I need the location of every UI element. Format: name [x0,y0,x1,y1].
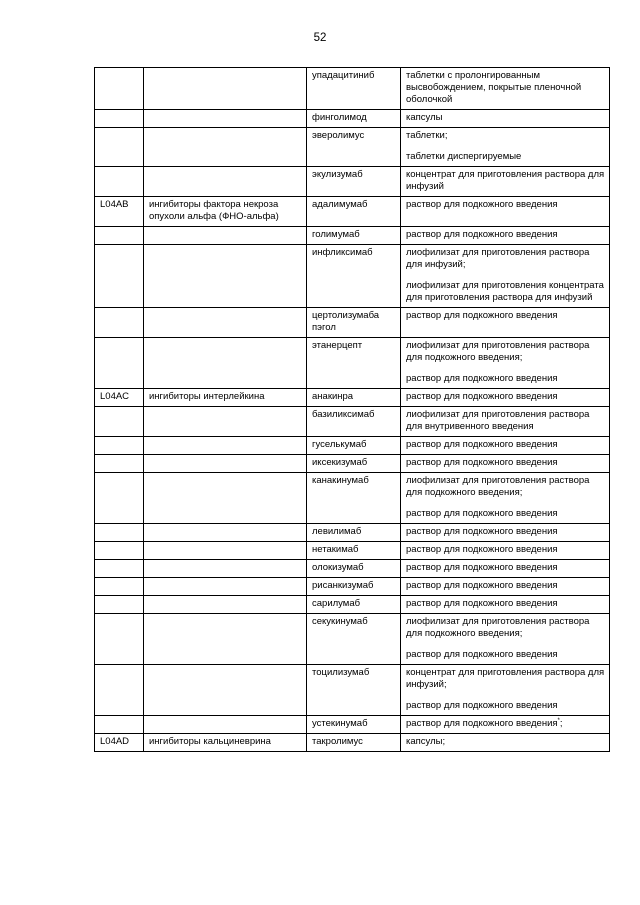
dosage-form-text: лиофилизат для приготовления раствора для подкожного введения; [406,475,590,498]
dosage-form-text: лиофилизат для приготовления раствора для внутривенного введения [406,409,590,432]
dosage-form-text: раствор для подкожного введения [406,229,558,240]
atc-code-cell [95,665,144,716]
dosage-form-text: капсулы; [406,736,446,747]
dosage-form [406,700,605,712]
dosage-form-text: лиофилизат для приготовления концентрата для приготовления раствора для инфузий [406,280,604,303]
dosage-form-text: раствор для подкожного введения [406,439,558,450]
drug-name-cell: секукинумаб [307,614,401,665]
table-row [95,473,610,524]
table-row [95,716,610,734]
pharmacological-group-cell: ингибиторы кальциневрина [144,734,307,752]
table-row [95,167,610,197]
drug-name-cell: тоцилизумаб [307,665,401,716]
pharmacological-group-cell [144,524,307,542]
dosage-form [406,70,605,106]
atc-code-cell [95,542,144,560]
pharmacological-group-cell: ингибиторы интерлейкина [144,389,307,407]
table-row [95,245,610,308]
atc-code-cell [95,68,144,110]
atc-code-cell: L04AD [95,734,144,752]
dosage-form-text: раствор для подкожного введения [406,373,558,384]
dosage-form [406,199,605,211]
atc-code-cell [95,128,144,167]
atc-code-cell [95,245,144,308]
dosage-forms-cell [401,308,610,338]
dosage-form [406,229,605,241]
dosage-forms-cell [401,614,610,665]
dosage-form-text: раствор для подкожного введения [406,310,558,321]
dosage-forms-cell [401,389,610,407]
pharmacological-group-cell [144,560,307,578]
dosage-form [406,409,605,433]
pharmacological-group-cell [144,614,307,665]
dosage-form [406,544,605,556]
dosage-form-text: раствор для подкожного введения [406,526,558,537]
drug-name-cell: цертолизумаба пэгол [307,308,401,338]
dosage-form [406,169,605,193]
pharmacological-group-cell [144,128,307,167]
dosage-form [406,247,605,271]
drug-name-cell: экулизумаб [307,167,401,197]
atc-code-cell [95,596,144,614]
drug-name-cell: сарилумаб [307,596,401,614]
atc-code-cell [95,716,144,734]
drug-name-cell: иксекизумаб [307,455,401,473]
dosage-form [406,598,605,610]
dosage-forms-cell [401,665,610,716]
atc-code-cell [95,110,144,128]
dosage-forms-cell [401,524,610,542]
table-row [95,524,610,542]
pharmacological-group-cell [144,308,307,338]
dosage-forms-cell [401,716,610,734]
dosage-form [406,562,605,574]
pharmacological-group-cell [144,167,307,197]
drug-name-cell: анакинра [307,389,401,407]
pharmacological-group-cell [144,245,307,308]
dosage-form [406,391,605,403]
dosage-form-text: раствор для подкожного введения [406,391,558,402]
atc-code-cell [95,338,144,389]
pharmacological-group-cell [144,578,307,596]
atc-code-cell [95,308,144,338]
pharmacological-group-cell [144,437,307,455]
drug-name-cell: нетакимаб [307,542,401,560]
dosage-form [406,439,605,451]
dosage-form-text: раствор для подкожного введения [406,199,558,210]
dosage-forms-cell [401,338,610,389]
dosage-form [406,457,605,469]
dosage-forms-cell [401,542,610,560]
atc-code-cell: L04AC [95,389,144,407]
dosage-form [406,340,605,364]
dosage-forms-cell [401,227,610,245]
dosage-form-text: таблетки; [406,130,448,141]
dosage-form [406,475,605,499]
dosage-form-text: таблетки диспергируемые [406,151,522,162]
drug-name-cell: базиликсимаб [307,407,401,437]
dosage-form [406,310,605,322]
drug-name-cell: олокизумаб [307,560,401,578]
dosage-form [406,616,605,640]
table-row [95,437,610,455]
dosage-form-text: концентрат для приготовления раствора для инфузий [406,169,605,192]
atc-code-cell: L04AB [95,197,144,227]
dosage-form-text: раствор для подкожного введения [406,649,558,660]
table-row [95,455,610,473]
atc-code-cell [95,455,144,473]
drug-name-cell: канакинумаб [307,473,401,524]
dosage-form-text: раствор для подкожного введения [406,580,558,591]
table-row [95,578,610,596]
dosage-form-text: раствор для подкожного введения [406,718,558,729]
table-row [95,596,610,614]
dosage-forms-cell [401,68,610,110]
dosage-form [406,130,605,142]
atc-code-cell [95,578,144,596]
table-row [95,560,610,578]
drug-name-cell: левилимаб [307,524,401,542]
dosage-forms-cell [401,560,610,578]
drug-name-cell: инфликсимаб [307,245,401,308]
drug-name-cell: этанерцепт [307,338,401,389]
dosage-form-text: раствор для подкожного введения [406,598,558,609]
dosage-form [406,667,605,691]
footnote-mark: * [557,718,560,724]
dosage-forms-cell [401,407,610,437]
atc-code-cell [95,614,144,665]
dosage-form-text: раствор для подкожного введения [406,562,558,573]
dosage-form-text: раствор для подкожного введения [406,544,558,555]
atc-code-cell [95,167,144,197]
table-row [95,227,610,245]
dosage-form: раствор для подкожного введения*; [406,718,563,729]
dosage-form [406,526,605,538]
drug-name-cell: голимумаб [307,227,401,245]
dosage-form-text: раствор для подкожного введения [406,508,558,519]
pharmacological-group-cell [144,596,307,614]
dosage-form-text: лиофилизат для приготовления раствора для подкожного введения; [406,616,590,639]
table-row [95,68,610,110]
drug-name-cell: эверолимус [307,128,401,167]
table-row [95,407,610,437]
table-row [95,734,610,752]
drug-name-cell: устекинумаб [307,716,401,734]
drug-name-cell: финголимод [307,110,401,128]
dosage-form [406,736,605,748]
pharmacological-group-cell [144,68,307,110]
table-row [95,338,610,389]
atc-code-cell [95,473,144,524]
pharmacological-group-cell [144,110,307,128]
table-row [95,614,610,665]
drug-name-cell: рисанкизумаб [307,578,401,596]
drug-name-cell: гуселькумаб [307,437,401,455]
table-row [95,389,610,407]
dosage-form [406,112,605,124]
dosage-forms-cell [401,110,610,128]
drug-table [94,67,610,752]
pharmacological-group-cell [144,665,307,716]
drug-name-cell: адалимумаб [307,197,401,227]
atc-code-cell [95,560,144,578]
pharmacological-group-cell [144,455,307,473]
dosage-form [406,580,605,592]
page-number: 52 [313,32,327,44]
dosage-form-text: капсулы [406,112,443,123]
atc-code-cell [95,227,144,245]
dosage-form [406,151,605,163]
table-row [95,665,610,716]
table-row [95,128,610,167]
atc-code-cell [95,437,144,455]
drug-name-cell: упадацитиниб [307,68,401,110]
table-row [95,197,610,227]
dosage-forms-cell [401,437,610,455]
dosage-forms-cell [401,455,610,473]
table-row [95,542,610,560]
dosage-forms-cell [401,245,610,308]
pharmacological-group-cell [144,716,307,734]
dosage-forms-cell [401,596,610,614]
atc-code-cell [95,524,144,542]
dosage-form [406,649,605,661]
dosage-forms-cell [401,197,610,227]
dosage-form [406,508,605,520]
table-row [95,308,610,338]
table-row [95,110,610,128]
dosage-forms-cell [401,128,610,167]
pharmacological-group-cell: ингибиторы фактора некроза опухоли альфа (ФНО-альфа) [144,197,307,227]
dosage-form [406,280,605,304]
dosage-forms-cell [401,473,610,524]
dosage-form-text: концентрат для приготовления раствора для инфузий; [406,667,605,690]
pharmacological-group-cell [144,542,307,560]
dosage-forms-cell [401,167,610,197]
pharmacological-group-cell [144,473,307,524]
dosage-form-text: таблетки с пролонгированным высвобождением, покрытые пленочной оболочкой [406,70,582,105]
dosage-forms-cell [401,734,610,752]
drug-name-cell: такролимус [307,734,401,752]
dosage-form [406,373,605,385]
dosage-forms-cell [401,578,610,596]
pharmacological-group-cell [144,338,307,389]
dosage-form-text: раствор для подкожного введения [406,457,558,468]
atc-code-cell [95,407,144,437]
pharmacological-group-cell [144,407,307,437]
dosage-form-text: лиофилизат для приготовления раствора для инфузий; [406,247,590,270]
dosage-form-text: раствор для подкожного введения [406,700,558,711]
dosage-form-text: лиофилизат для приготовления раствора для подкожного введения; [406,340,590,363]
pharmacological-group-cell [144,227,307,245]
